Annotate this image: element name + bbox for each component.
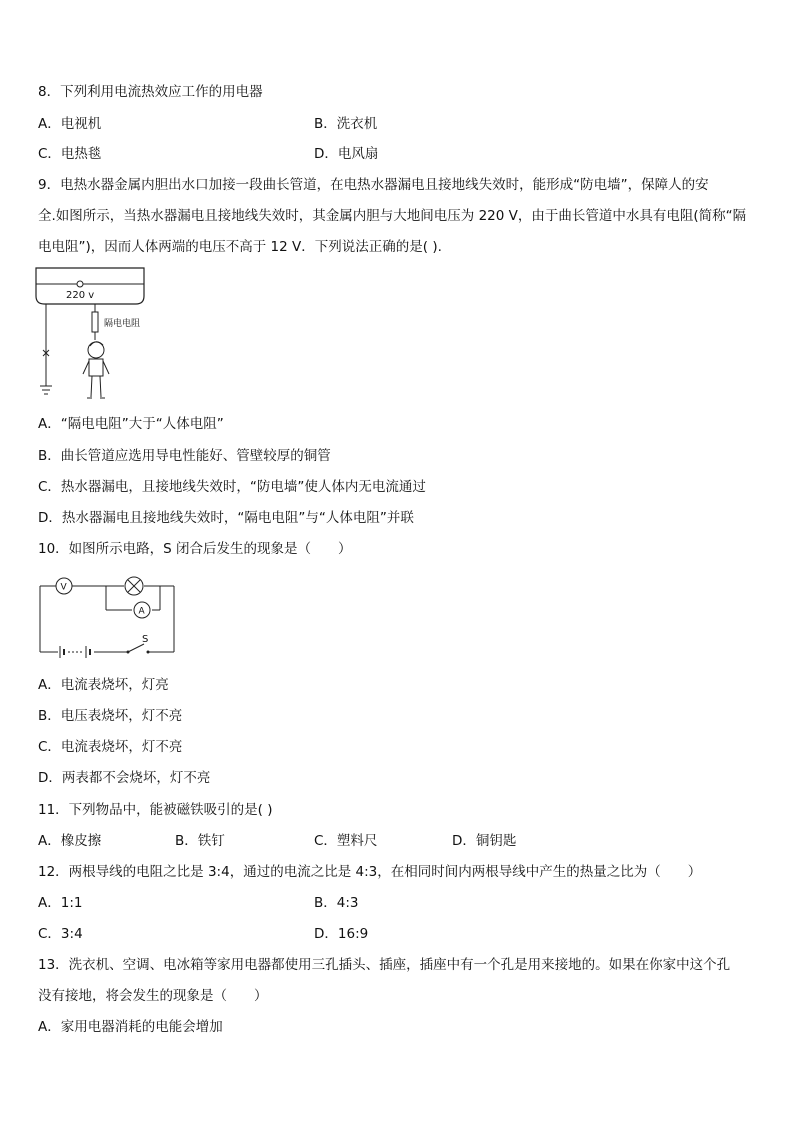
isolation-resistor: [92, 312, 98, 332]
q11-option-a: A．橡皮擦: [38, 833, 102, 849]
q9-option-a: A．“隔电电阻”大于“人体电阻”: [38, 416, 224, 432]
q9-stem-line-2: 全.如图所示，当热水器漏电且接地线失效时，其金属内胆与大地间电压为 220 V，由于曲长管道中水具有电阻(简称“隔: [38, 208, 747, 224]
q11-option-d: D．铜钥匙: [452, 833, 517, 849]
q13-stem-line-1: 13．洗衣机、空调、电冰箱等家用电器都使用三孔插头、插座，插座中有一个孔是用来接地的。如果在你家中这个孔: [38, 957, 731, 973]
q11-options: [38, 832, 558, 850]
q9-option-c: C．热水器漏电，且接地线失效时，“防电墙”使人体内无电流通过: [38, 479, 426, 495]
svg-text:A: A: [138, 606, 145, 617]
q12-option-d: D．16:9: [314, 926, 369, 942]
q8-option-a: A．电视机: [38, 116, 102, 132]
voltmeter-icon: [56, 578, 72, 594]
q9-stem-line-3: 电电阻”)，因而人体两端的电压不高于 12 V．下列说法正确的是( ).: [38, 239, 442, 255]
battery-icon: [60, 646, 90, 658]
q8-option-c: C．电热毯: [38, 146, 102, 162]
q9-stem-line-1: 9．电热水器金属内胆出水口加接一段曲长管道，在电热水器漏电且接地线失效时，能形成“防电墙”，保障人的安: [38, 177, 709, 193]
q12-stem: 12．两根导线的电阻之比是 3:4，通过的电流之比是 4:3，在相同时间内两根导线中产生的热量之比为（ ）: [38, 864, 702, 880]
q11-stem: 11．下列物品中，能被磁铁吸引的是( ): [38, 802, 273, 818]
q12-option-a: A．1:1: [38, 895, 83, 911]
resistor-label: 隔电电阻: [104, 319, 141, 329]
q12-option-c: C．3:4: [38, 926, 83, 942]
q8-stem: 8．下列利用电流热效应工作的用电器: [38, 84, 263, 100]
q11-option-b: B．铁钉: [175, 833, 225, 849]
q9-option-d: D．热水器漏电且接地线失效时，“隔电电阻”与“人体电阻”并联: [38, 510, 414, 526]
heater-voltage-label: 220 v: [66, 290, 95, 301]
q13-stem-line-2: 没有接地，将会发生的现象是（ ）: [38, 988, 268, 1004]
q10-option-b: B．电压表烧坏，灯不亮: [38, 708, 183, 724]
q10-option-c: C．电流表烧坏，灯不亮: [38, 739, 183, 755]
ammeter-icon: [134, 602, 150, 618]
q10-circuit-figure: [36, 572, 188, 664]
switch-label: S: [142, 634, 149, 645]
q9-water-heater-figure: [34, 266, 154, 406]
q9-option-b: B．曲长管道应选用导电性能好、管壁较厚的铜管: [38, 448, 331, 464]
q12-option-b: B．4:3: [314, 895, 359, 911]
person-icon: [83, 342, 109, 398]
q13-option-a: A．家用电器消耗的电能会增加: [38, 1019, 223, 1035]
lamp-icon: [125, 577, 143, 595]
q10-option-d: D．两表都不会烧坏，灯不亮: [38, 770, 211, 786]
q11-option-c: C．塑料尺: [314, 833, 378, 849]
q8-option-b: B．洗衣机: [314, 116, 378, 132]
svg-text:V: V: [60, 582, 67, 593]
q8-option-d: D．电风扇: [314, 146, 379, 162]
q10-stem: 10．如图所示电路，S 闭合后发生的现象是（ ）: [38, 541, 352, 557]
q10-option-a: A．电流表烧坏，灯亮: [38, 677, 169, 693]
